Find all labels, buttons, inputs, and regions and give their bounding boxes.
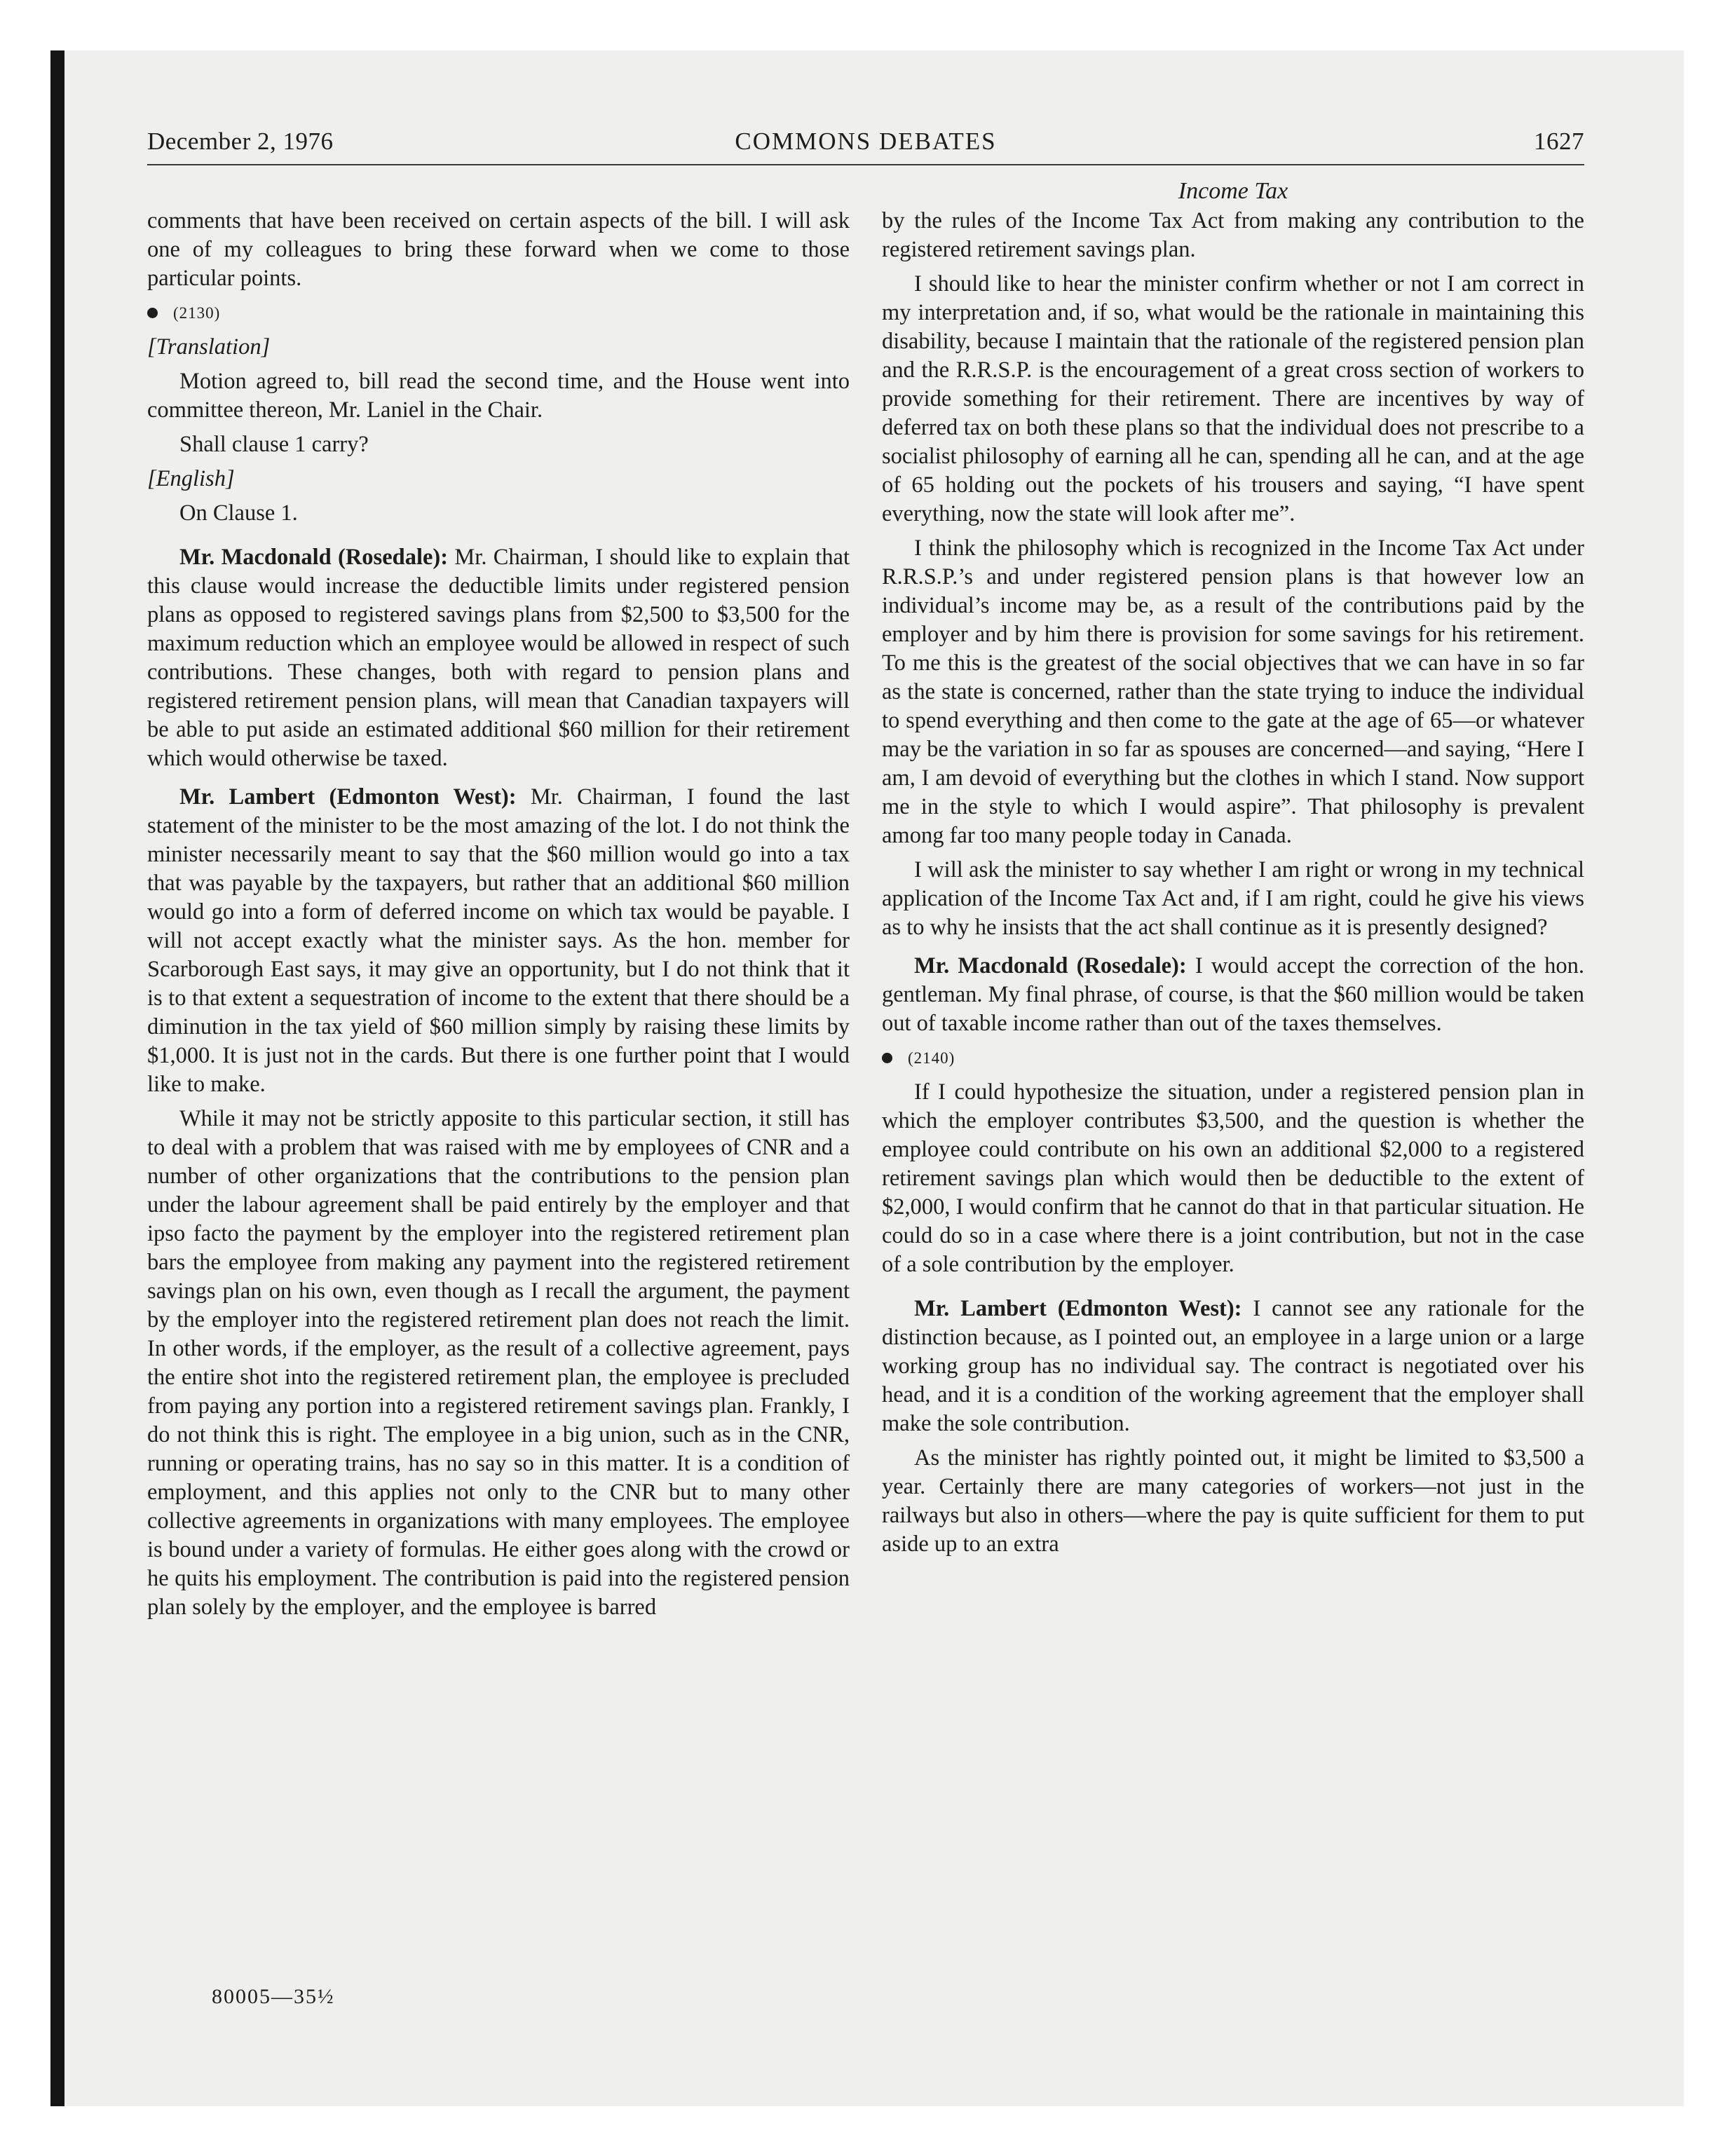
speaker-name: Mr. Lambert (Edmonton West): bbox=[914, 1296, 1242, 1321]
translation-tag: [Translation] bbox=[147, 334, 271, 360]
speech-text: Mr. Chairman, I should like to explain that this clause would increase the deductible limits under registered pension plans as opposed to registered savings plans from $2,500 to $3,500 for the maximum reduction which an employee would be allowed in respect of such contributions. These changes, both with regard to pension plans and registered retirement pension plans, will mean that Canadian taxpayers will be able to put aside an estimated additional $60 million for their retirement which would otherwise be taxed. bbox=[147, 545, 850, 771]
speaker-name: Mr. Macdonald (Rosedale): bbox=[179, 545, 449, 570]
footer-code: 80005—35½ bbox=[212, 1985, 335, 2008]
paragraph: I will ask the minister to say whether I am right or wrong in my technical application of the Income Tax Act and, if I am right, could he give his views as to why he insists that the act shall continue as it is presently designed? bbox=[882, 857, 1584, 940]
time-marker-label: (2140) bbox=[908, 1049, 955, 1067]
paragraph: As the minister has rightly pointed out, it might be limited to $3,500 a year. Certainly there are many categories of workers—not just in the railways but also in others—where the pay is quite sufficient for them to put aside up to an extra bbox=[882, 1445, 1584, 1557]
speaker-name: Mr. Macdonald (Rosedale): bbox=[914, 953, 1187, 978]
speech-text: I cannot see any rationale for the distinction because, as I pointed out, an employee in a large union or a large working group has no individual say. The contract is negotiated over his head, and it is a condition of the working agreement that the employer shall make the sole contribution. bbox=[882, 1296, 1584, 1436]
paragraph: I should like to hear the minister confirm whether or not I am correct in my interpretation and, if so, what would be the rationale in maintaining this disability, because I maintain that the rationale of the registered pension plan and the R.R.S.P. is the encouragement of a great cross section of workers to provide something for their retirement. There are incentives by way of deferred tax on both these plans so that the individual does not prescribe to a socialist philosophy of earning all he can, spending all he can, and at the age of 65 holding out the pockets of his trousers and saying, “I have spent everything, now the state will look after me”. bbox=[882, 271, 1584, 526]
paragraph: If I could hypothesize the situation, under a registered pension plan in which the employer contributes $3,500, and the question is whether the employee could contribute on his own an additional $2,000 to a registered retirement savings plan which would then be deductible to the extent of $2,000, I would confirm that he cannot do that in that particular situation. He could do so in a case where there is a joint contribution, but not in the case of a sole contribution by the employer. bbox=[882, 1079, 1584, 1277]
paragraph: Shall clause 1 carry? bbox=[179, 432, 369, 457]
paragraph: I think the philosophy which is recognized in the Income Tax Act under R.R.S.P.’s and under registered pension plans is that however low an individual’s income may be, as a result of the contributions paid by the employer and by him there is provision for some savings for his retirement. To me this is the greatest of the social objectives that we can have in so far as the state is concerned, rather than the state trying to induce the individual to spend everything and then come to the gate at the age of 65—or whatever may be the variation in so far as spouses are concerned—and saying, “Here I am, I am devoid of everything but the clothes in which I stand. Now support me in the style to which I would aspire”. That philosophy is prevalent among far too many people today in Canada. bbox=[882, 535, 1584, 848]
header-publication: COMMONS DEBATES bbox=[735, 128, 997, 155]
header-page-number: 1627 bbox=[1534, 128, 1584, 155]
speech-paragraph bbox=[882, 952, 1584, 1038]
speaker-name: Mr. Lambert (Edmonton West): bbox=[179, 784, 517, 810]
paragraph: On Clause 1. bbox=[179, 500, 298, 526]
english-tag: [English] bbox=[147, 466, 235, 491]
paragraph: comments that have been received on certain aspects of the bill. I will ask one of my colleagues to bring these forward when we come to those particular points. bbox=[147, 208, 850, 291]
header-rule bbox=[147, 164, 1584, 165]
speech-paragraph bbox=[147, 783, 850, 1099]
paragraph: Motion agreed to, bill read the second time, and the House went into committee thereon, Mr. Laniel in the Chair. bbox=[147, 369, 850, 423]
speech-text: Mr. Chairman, I found the last statement of the minister to be the most amazing of the lot. I do not think the minister necessarily meant to say that the $60 million would go into a tax that was payable by the taxpayers, but rather that an additional $60 million would go into a form of deferred income on which tax would be payable. I will not accept exactly what the minister says. As the hon. member for Scarborough East says, it may give an opportunity, but I do not think that it is to that extent a sequestration of income to the extent that there should be a diminution in the tax yield of $60 million simply by raising these limits by $1,000. It is just not in the cards. But there is one further point that I would like to make. bbox=[147, 784, 850, 1097]
speech-text: I would accept the correction of the hon. gentleman. My final phrase, of course, is that the $60 million would be taken out of taxable income rather than out of the taxes themselves. bbox=[882, 953, 1585, 1036]
page-binding-edge bbox=[50, 50, 64, 2106]
running-head bbox=[147, 128, 1584, 164]
left-column bbox=[147, 207, 850, 1628]
right-column bbox=[882, 207, 1584, 1564]
time-marker bbox=[147, 299, 850, 327]
paragraph: While it may not be strictly apposite to this particular section, it still has to deal with a problem that was raised with me by employees of CNR and a number of other organizations that the contributions to the pension plan under the labour agreement shall be paid entirely by the employer and that ipso facto the payment by the employer into the registered retirement plan bars the employee from making any payment into the registered retirement savings plan on his own, even though as I recall the argument, the payment by the employer into the registered retirement plan does not reach the limit. In other words, if the employer, as the result of a collective agreement, pays the entire shot into the registered retirement plan, the employee is precluded from paying any portion into a registered retirement savings plan. Frankly, I do not think this is right. The employee in a big union, such as in the CNR, running or operating trains, has no say so in this matter. It is a condition of employment, and this applies not only to the CNR but to many other collective agreements in organizations with many employees. The employee is bound under a variety of formulas. He either goes along with the crowd or he quits his employment. The contribution is paid into the registered pension plan solely by the employer, and the employee is barred bbox=[147, 1106, 850, 1620]
speech-paragraph bbox=[882, 1295, 1584, 1438]
bullet-icon bbox=[882, 1053, 892, 1063]
header-date: December 2, 1976 bbox=[147, 128, 334, 155]
speech-paragraph bbox=[147, 543, 850, 773]
time-marker-label: (2130) bbox=[173, 304, 221, 322]
bullet-icon bbox=[147, 308, 158, 318]
time-marker bbox=[882, 1044, 1584, 1072]
paragraph: by the rules of the Income Tax Act from making any contribution to the registered retirement savings plan. bbox=[882, 208, 1584, 262]
subject-heading: Income Tax bbox=[1178, 178, 1288, 204]
